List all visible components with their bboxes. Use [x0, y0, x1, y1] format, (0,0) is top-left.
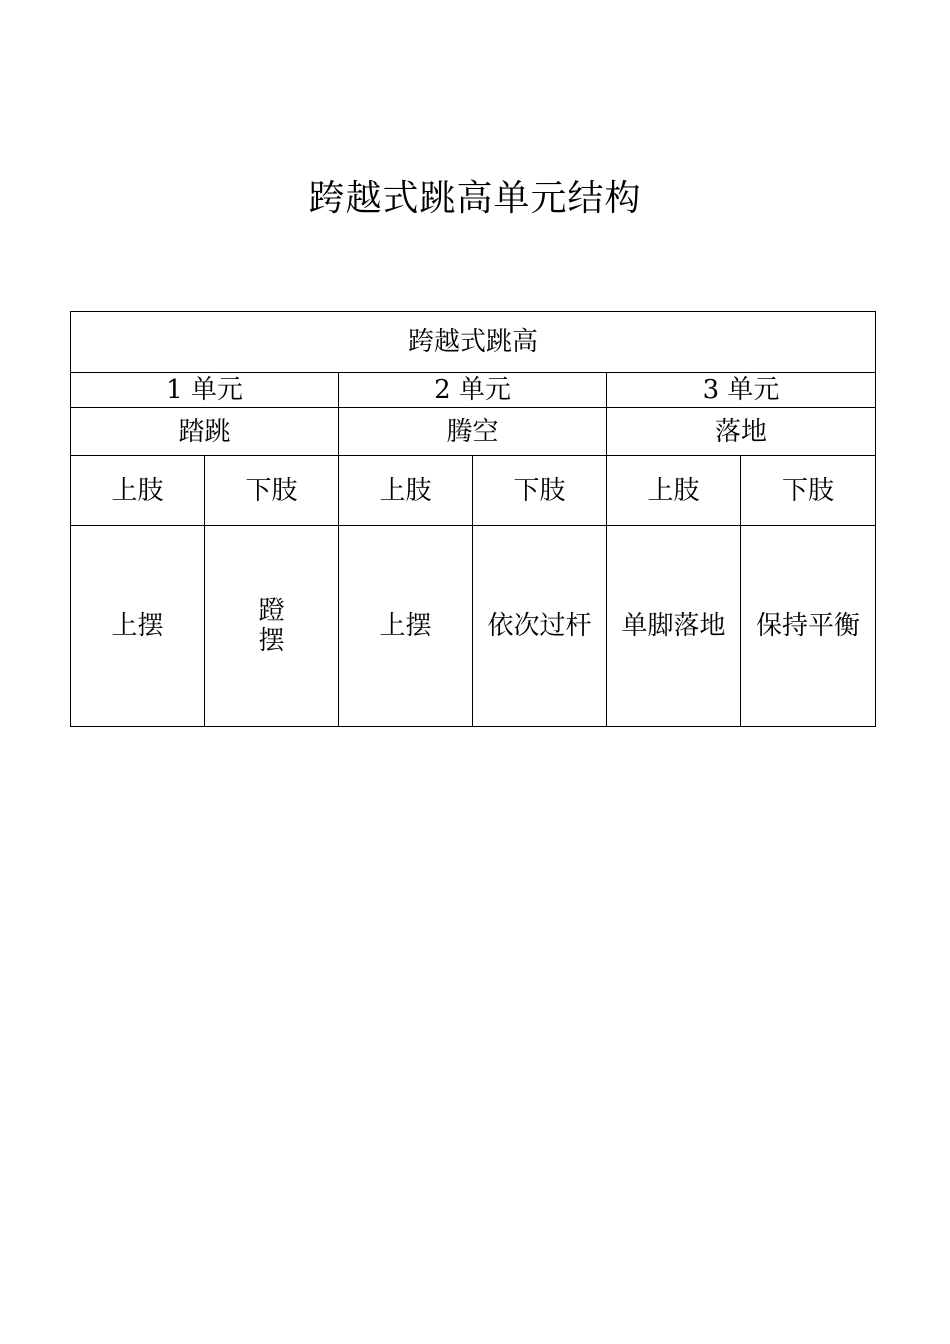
limbs-row: [71, 456, 876, 526]
phase-cell-landing: 落地: [607, 408, 876, 456]
limb-cell-5: 上肢: [607, 456, 741, 526]
action-cell-3: 上摆: [339, 526, 473, 727]
phase-cell-takeoff: 踏跳: [71, 408, 339, 456]
phase-cell-flight: 腾空: [339, 408, 607, 456]
limb-cell-3: 上肢: [339, 456, 473, 526]
table-header-cell: 跨越式跳高: [71, 312, 876, 373]
action-cell-5: 单脚落地: [607, 526, 741, 727]
unit-cell-1: 1 单元: [71, 373, 339, 408]
document-title: 跨越式跳高单元结构: [308, 178, 642, 219]
units-row: [71, 373, 876, 408]
action-cell-2-text: 蹬摆: [258, 595, 285, 656]
limb-cell-1: 上肢: [71, 456, 205, 526]
table-title-row: [71, 312, 876, 373]
limb-cell-6: 下肢: [741, 456, 876, 526]
unit-cell-3: 3 单元: [607, 373, 876, 408]
unit-cell-2: 2 单元: [339, 373, 607, 408]
unit-structure-table: [70, 311, 876, 727]
limb-cell-4: 下肢: [473, 456, 607, 526]
action-cell-4: 依次过杆: [473, 526, 607, 727]
phases-row: [71, 408, 876, 456]
action-cell-6: 保持平衡: [741, 526, 876, 727]
actions-row: [71, 526, 876, 727]
action-cell-2: [205, 526, 339, 727]
action-cell-1: 上摆: [71, 526, 205, 727]
limb-cell-2: 下肢: [205, 456, 339, 526]
